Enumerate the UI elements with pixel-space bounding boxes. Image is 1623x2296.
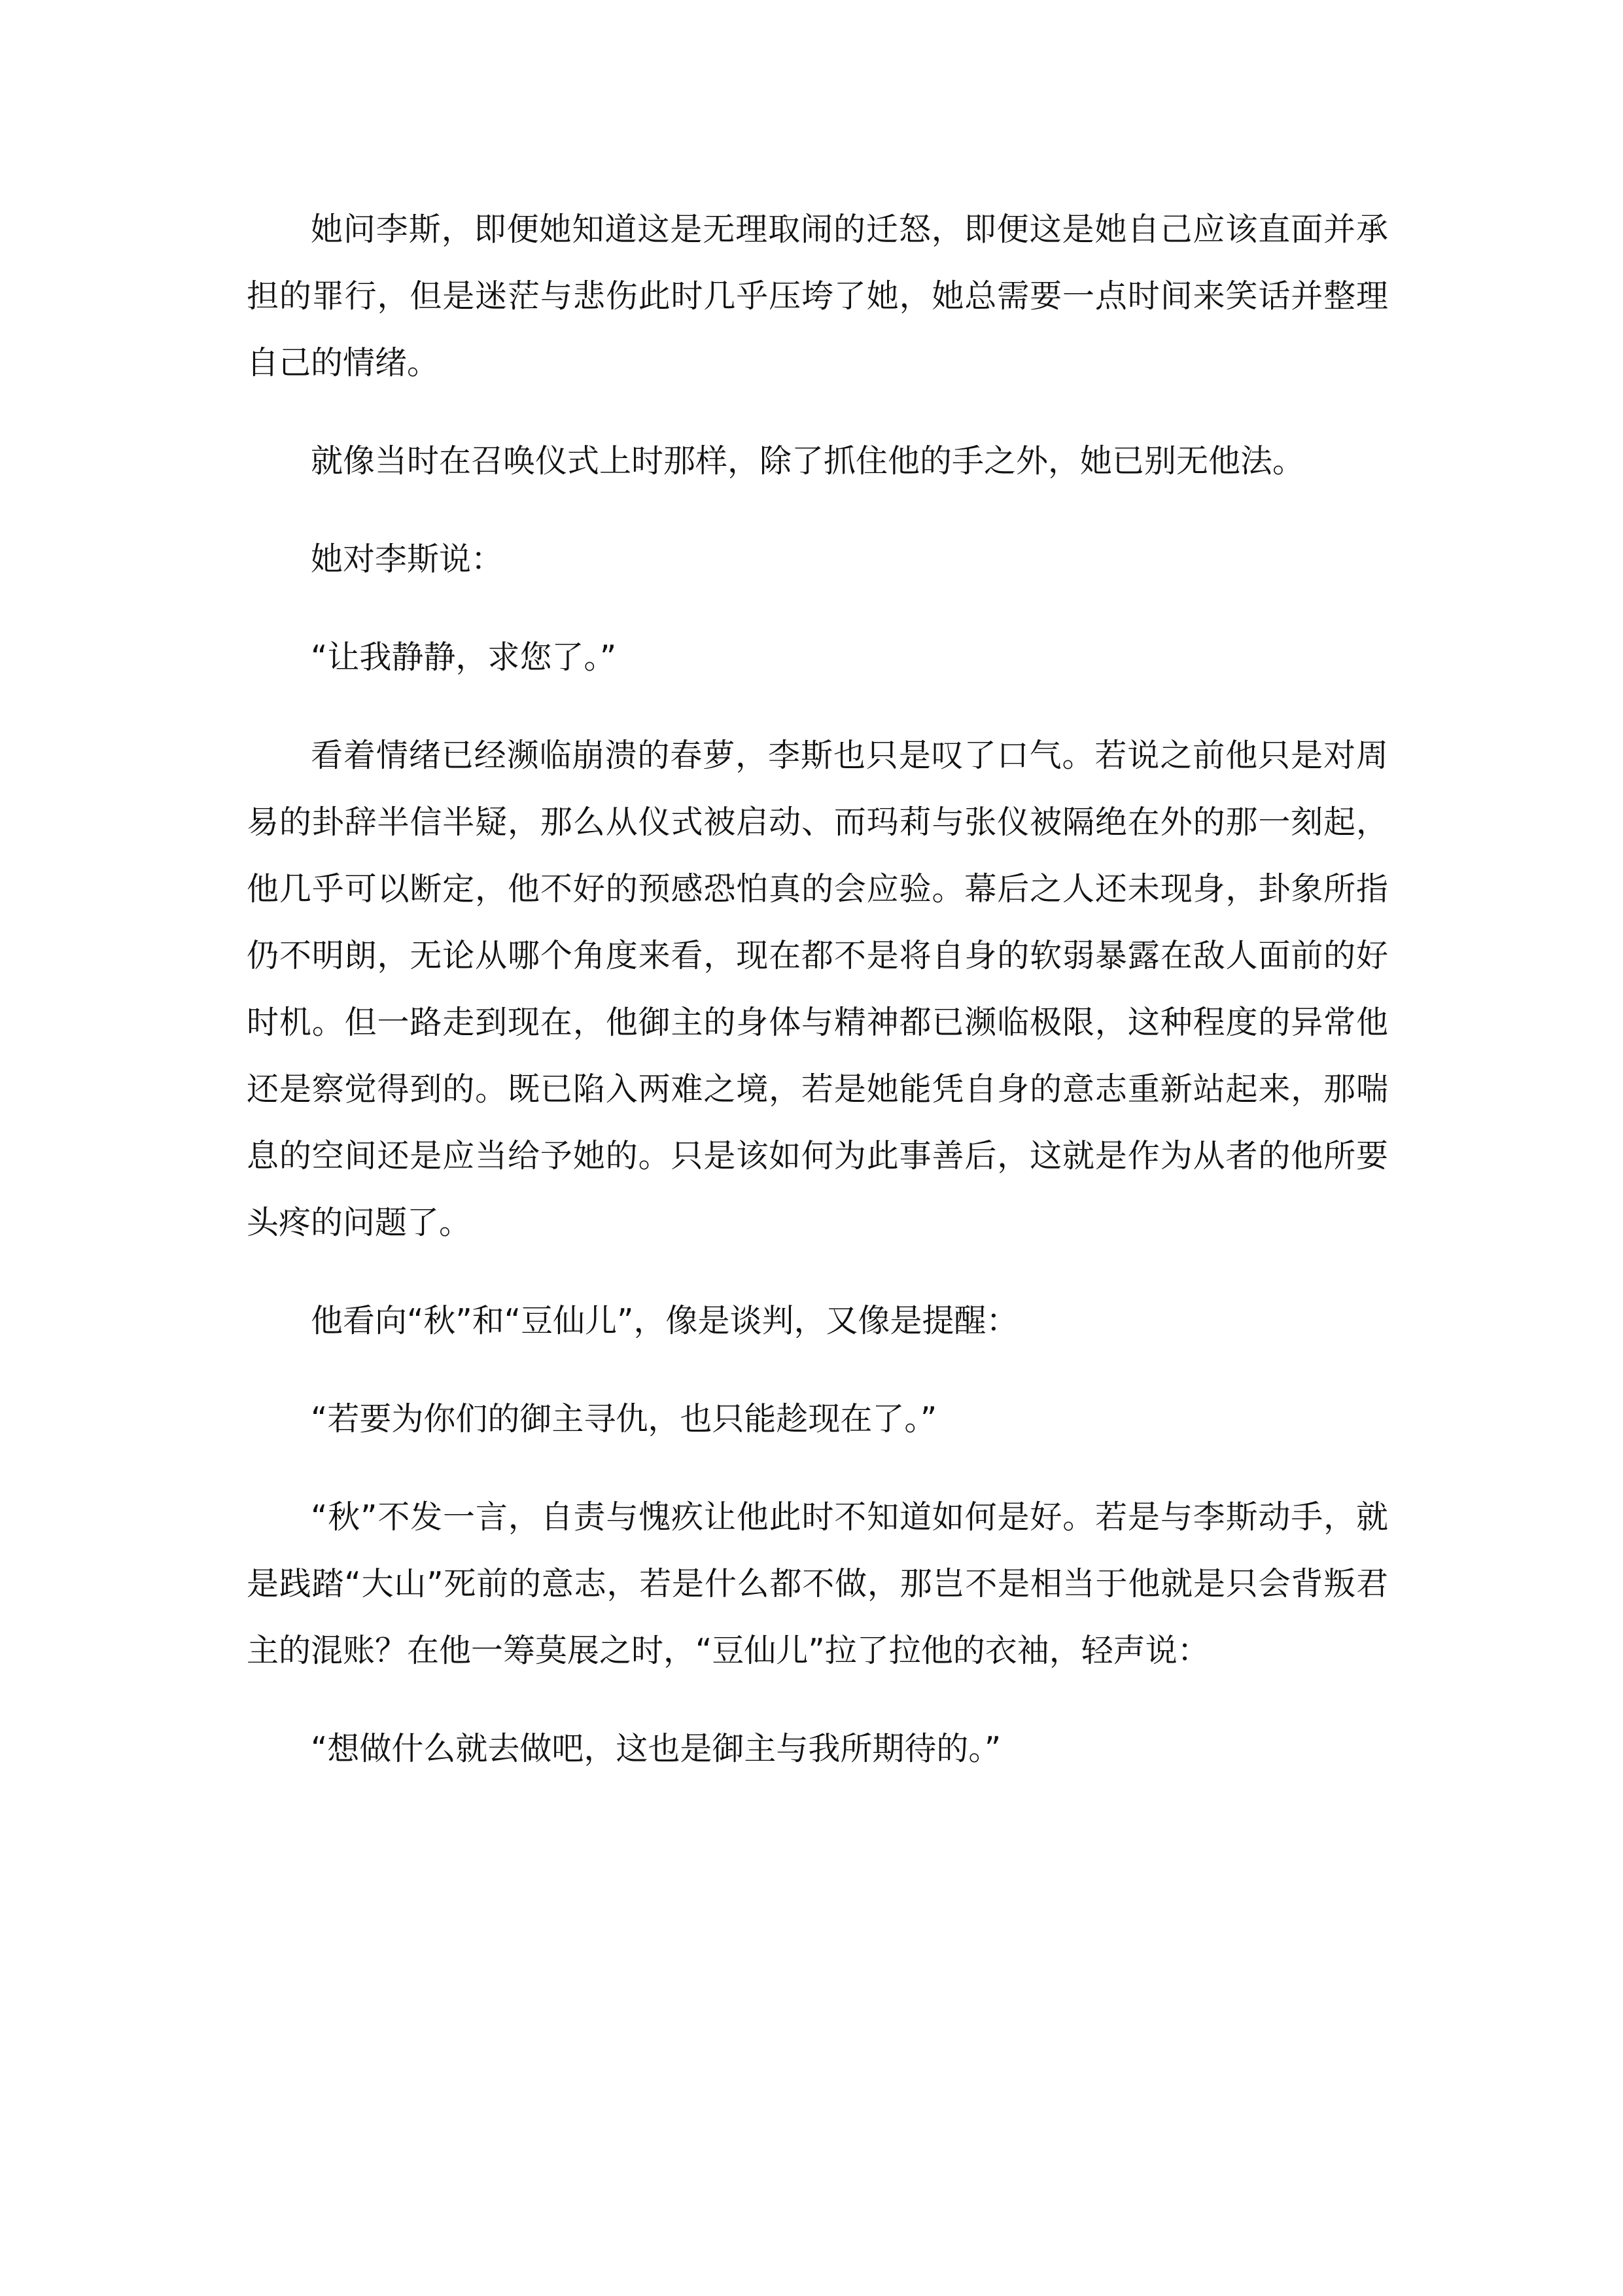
paragraph-8: “秋”不发一言，自责与愧疚让他此时不知道如何是好。若是与李斯动手，就是践踏“大山”死前的意志，若是什么都不做，那岂不是相当于他就是只会背叛君主的混账？在他一筹莫展之时，“豆仙儿”拉了拉他的衣袖，轻声说： bbox=[247, 1498, 1388, 1669]
paragraph-4: “让我静静，求您了。” bbox=[311, 639, 617, 676]
paragraph-6: 他看向“秋”和“豆仙儿”，像是谈判，又像是提醒： bbox=[311, 1302, 1019, 1339]
paragraph-3: 她对李斯说： bbox=[311, 540, 504, 578]
paragraph-2: 就像当时在召唤仪式上时那样，除了抓住他的手之外，她已别无他法。 bbox=[311, 442, 1305, 480]
paragraph-1: 她问李斯，即便她知道这是无理取闹的迁怒，即便这是她自己应该直面并承担的罪行，但是迷茫与悲伤此时几乎压垮了她，她总需要一点时间来笑话并整理自己的情绪。 bbox=[247, 211, 1388, 381]
paragraph-5: 看着情绪已经濒临崩溃的春萝，李斯也只是叹了口气。若说之前他只是对周易的卦辞半信半疑，那么从仪式被启动、而玛莉与张仪被隔绝在外的那一刻起，他几乎可以断定，他不好的预感恐怕真的会应验。幕后之人还未现身，卦象所指仍不明朗，无论从哪个角度来看，现在都不是将自身的软弱暴露在敌人面前的好时机。但一路走到现在，他御主的身体与精神都已濒临极限，这种程度的异常他还是察觉得到的。既已陷入两难之境，若是她能凭自身的意志重新站起来，那喘息的空间还是应当给予她的。只是该如何为此事善后，这就是作为从者的他所要头疼的问题了。 bbox=[247, 737, 1388, 1241]
paragraph-7: “若要为你们的御主寻仇，也只能趁现在了。” bbox=[311, 1400, 937, 1438]
paragraph-9: “想做什么就去做吧，这也是御主与我所期待的。” bbox=[311, 1730, 1002, 1767]
body-text bbox=[247, 196, 1388, 1814]
